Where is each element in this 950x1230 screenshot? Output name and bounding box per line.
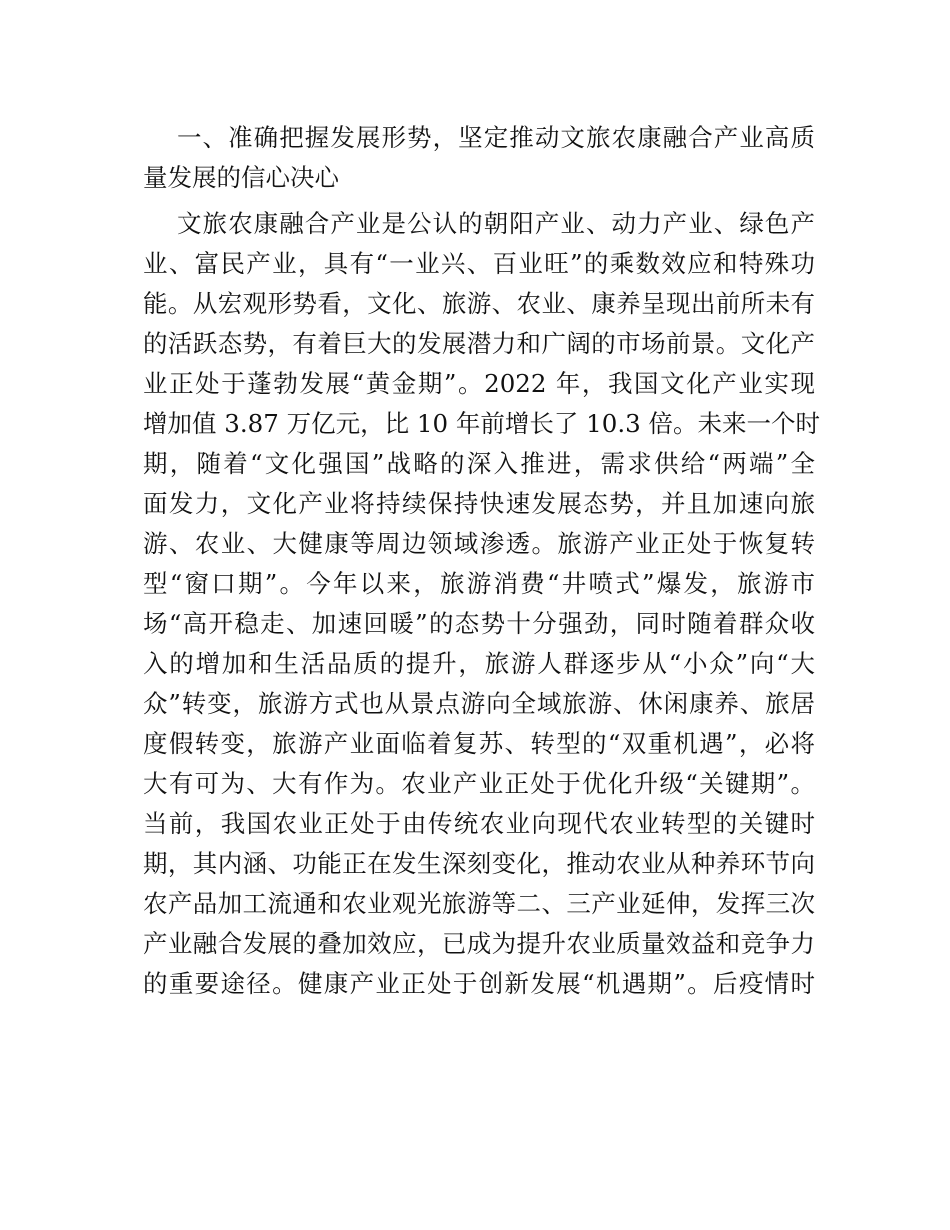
paragraph-line: 面发力，文化产业将持续保持快速发展态势，并且加速向旅	[143, 489, 815, 518]
paragraph-line: 期，随着“文化强国”战略的深入推进，需求供给“两端”全	[143, 449, 815, 478]
paragraph-line: 游、农业、大健康等周边领域渗透。旅游产业正处于恢复转	[143, 529, 815, 558]
paragraph-line: 期，其内涵、功能正在发生深刻变化，推动农业从种养环节向	[143, 849, 815, 878]
paragraph-line: 能。从宏观形势看，文化、旅游、农业、康养呈现出前所未有	[143, 289, 815, 318]
section-heading-line-2: 量发展的信心决心	[143, 163, 339, 192]
paragraph-line: 场“高开稳走、加速回暖”的态势十分强劲，同时随着群众收	[143, 609, 815, 638]
paragraph-line: 众”转变，旅游方式也从景点游向全域旅游、休闲康养、旅居	[143, 689, 815, 718]
paragraph-line: 文旅农康融合产业是公认的朝阳产业、动力产业、绿色产	[177, 209, 815, 238]
paragraph-line: 的活跃态势，有着巨大的发展潜力和广阔的市场前景。文化产	[143, 329, 815, 358]
paragraph-line: 大有可为、大有作为。农业产业正处于优化升级“关键期”。	[143, 769, 815, 798]
body-paragraph	[143, 204, 821, 1004]
paragraph-line: 的重要途径。健康产业正处于创新发展“机遇期”。后疫情时	[143, 969, 815, 998]
paragraph-line: 业正处于蓬勃发展“黄金期”。2022 年，我国文化产业实现	[143, 369, 815, 398]
paragraph-line: 农产品加工流通和农业观光旅游等二、三产业延伸，发挥三次	[143, 889, 815, 918]
paragraph-line: 当前，我国农业正处于由传统农业向现代农业转型的关键时	[143, 809, 815, 838]
paragraph-line: 度假转变，旅游产业面临着复苏、转型的“双重机遇”，必将	[143, 729, 815, 758]
paragraph-line: 增加值 3.87 万亿元，比 10 年前增长了 10.3 倍。未来一个时	[143, 409, 821, 438]
paragraph-line: 业、富民产业，具有“一业兴、百业旺”的乘数效应和特殊功	[143, 249, 815, 278]
paragraph-line: 产业融合发展的叠加效应，已成为提升农业质量效益和竞争力	[143, 929, 815, 958]
document-body	[143, 118, 821, 1004]
section-heading	[143, 118, 815, 198]
paragraph-line: 型“窗口期”。今年以来，旅游消费“井喷式”爆发，旅游市	[143, 569, 815, 598]
section-heading-line-1: 一、准确把握发展形势，坚定推动文旅农康融合产业高质	[177, 123, 815, 152]
paragraph-line: 入的增加和生活品质的提升，旅游人群逐步从“小众”向“大	[143, 649, 815, 678]
